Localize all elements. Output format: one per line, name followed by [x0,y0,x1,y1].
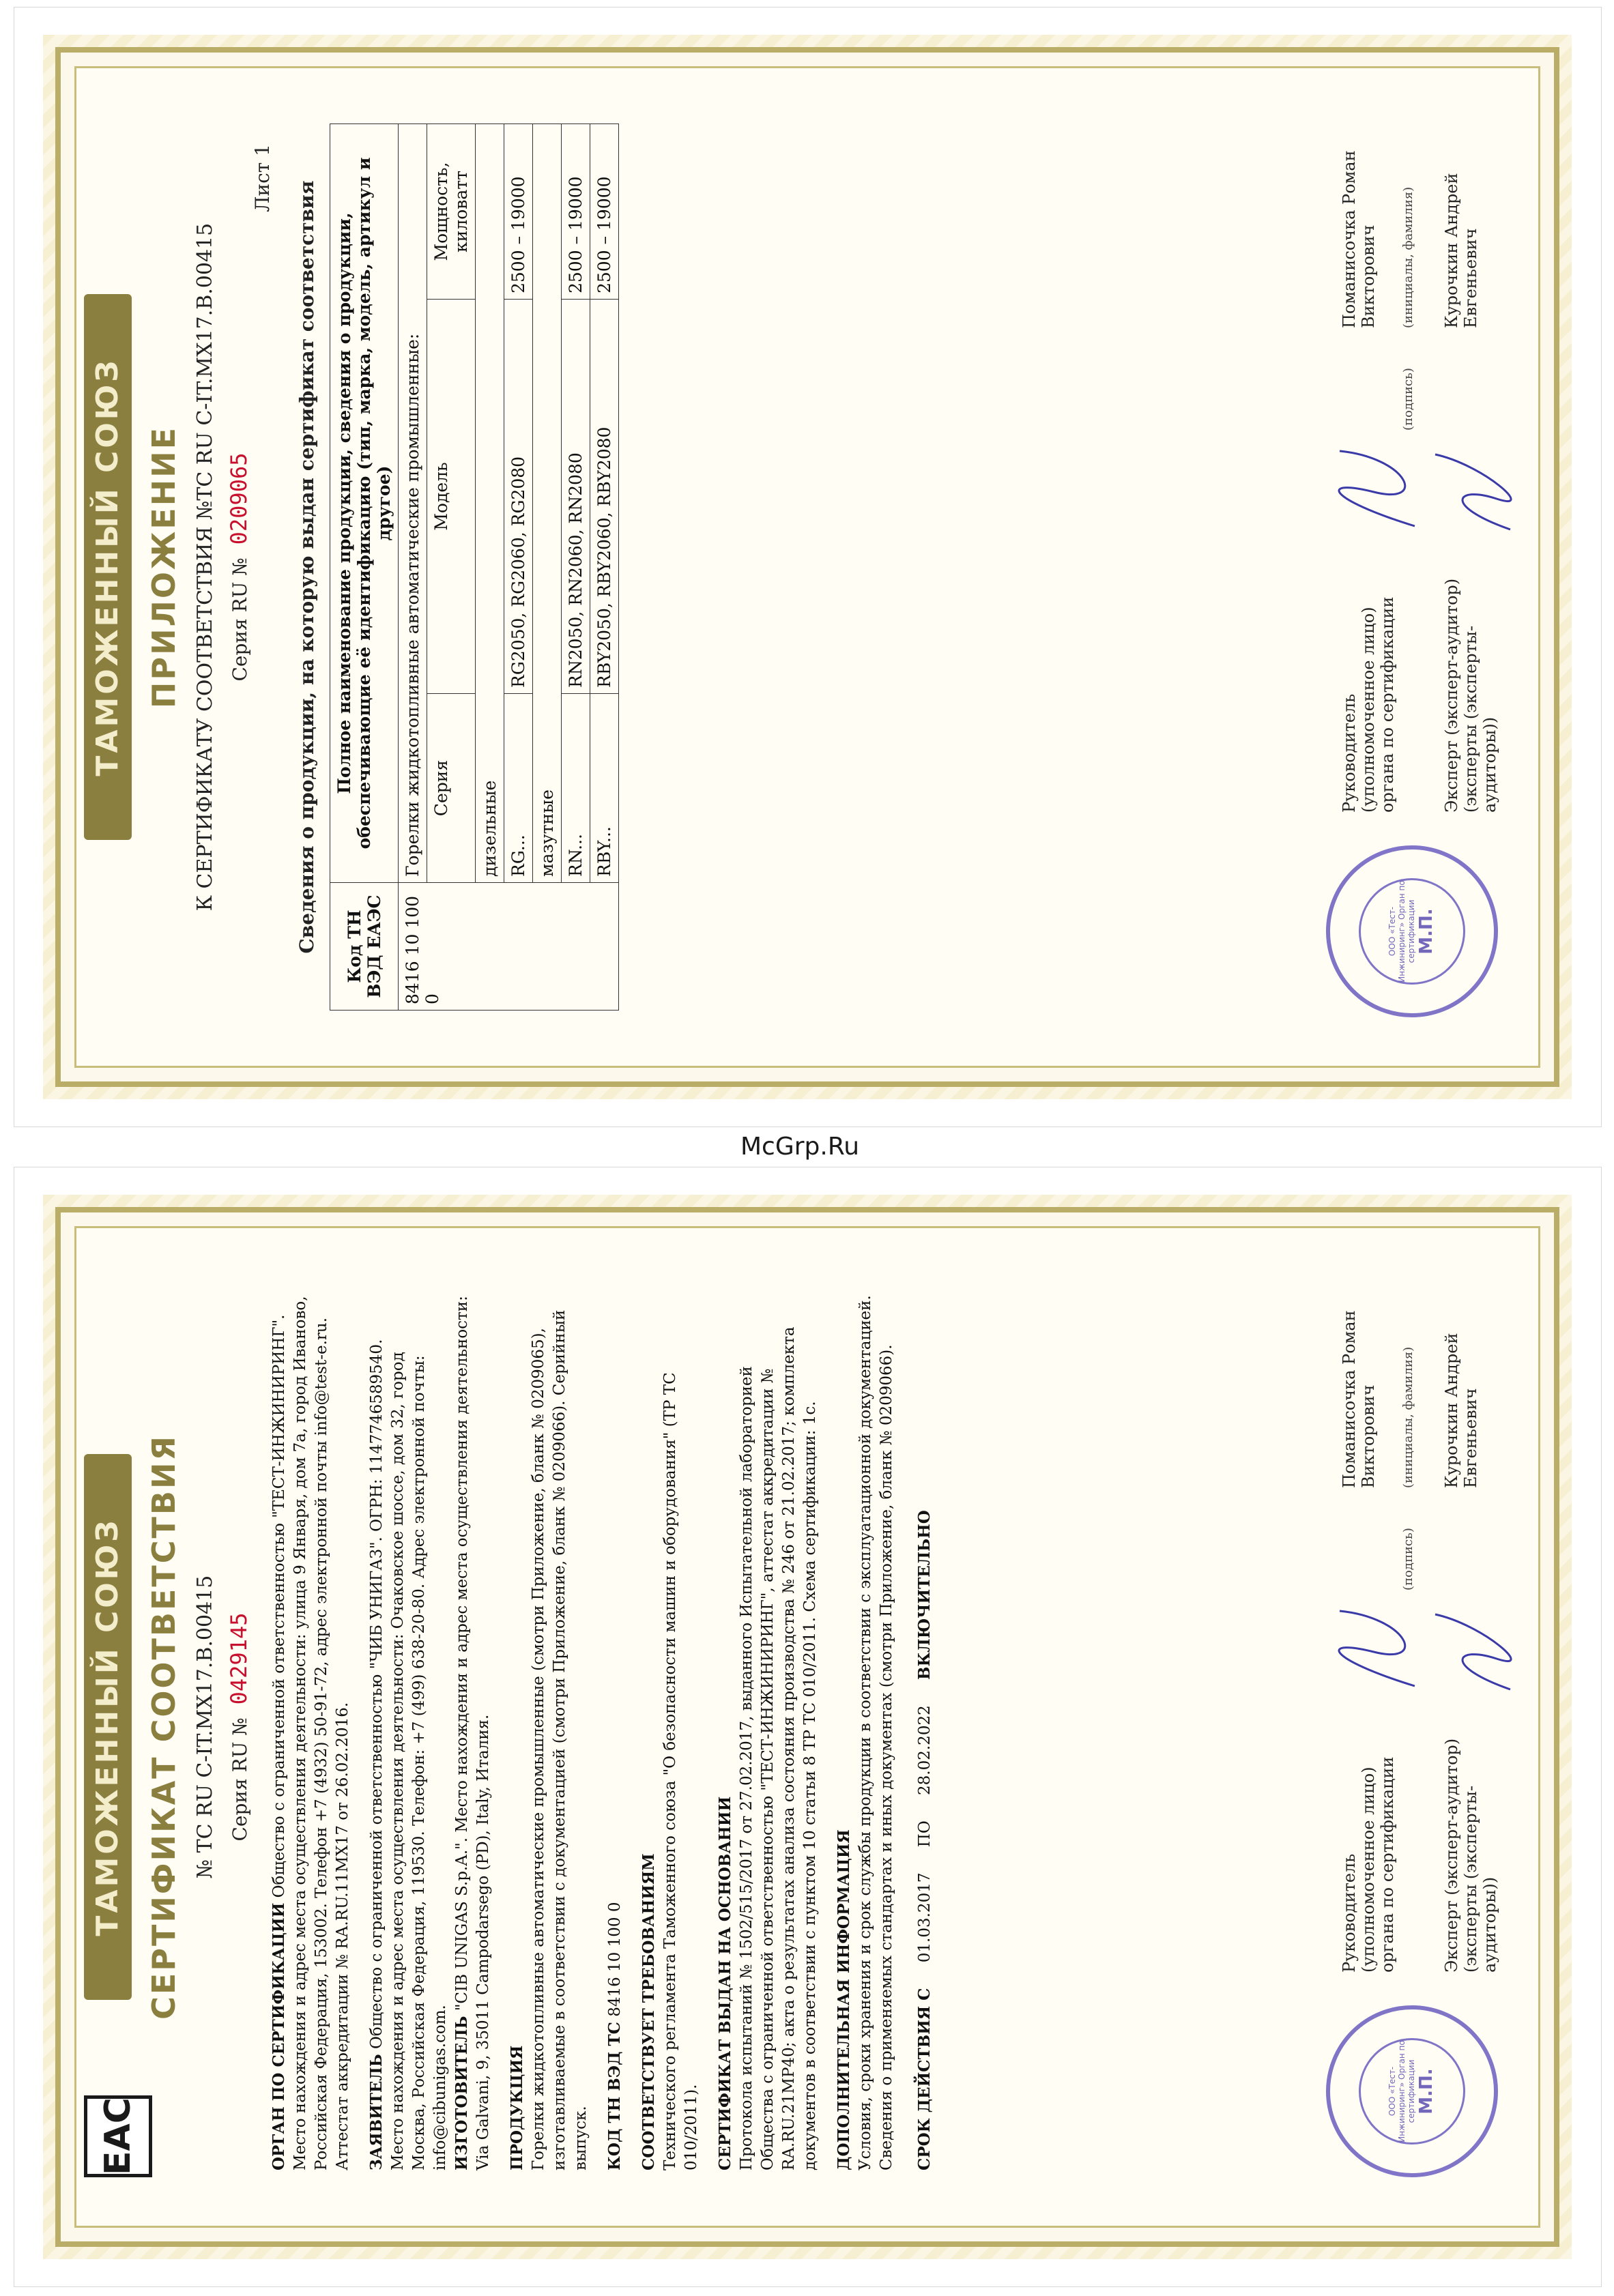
eac-logo: EAC [84,2095,152,2177]
requirements-text: Технического регламента Таможенного союза "О безопасности машин и оборудования" (ТР ТС 010/2011). [661,1372,700,2170]
appendix-section-title: Сведения о продукции, на которую выдан сертификат соответствия [296,180,318,954]
basis-text: Протокола испытаний № 1502/515/2017 от 27.02.2017, выданного Испытательной лабораторией Общества с ограниченной ответственностью "ТЕСТ-ИНЖИНИРИНГ", аттестат аккредитации № RA.RU.21MP40; акта о результатах анализа состояния производства № 246 от 21.02.2017; комплекта документов в соответствии с пунктом 10 статьи 8 ТР ТС 010/2011. Схема сертификации: 1с. [738,1326,819,2170]
basis-section [715,1283,821,2170]
row-series: RN... [562,694,590,883]
product-name-cell: Горелки жидкотопливные автоматические промышленные: [399,124,427,883]
validity-section [914,1283,936,2170]
certificate-title: СЕРТИФИКАТ СООТВЕТСТВИЯ [145,1434,182,2020]
subhead-power: Мощность, киловатт [427,124,476,300]
product-code-cell: 8416 10 100 0 [399,883,619,1011]
row-model: RN2050, RN2060, RN2080 [562,300,590,694]
organ-section [268,1283,354,2170]
appendix-serial [226,35,252,1099]
appendix-banner: ТАМОЖЕННЫЙ СОЮЗ [84,294,132,840]
maker-label: ИЗГОТОВИТЕЛЬ [452,2016,471,2170]
group-fuel-oil: мазутные [533,124,562,883]
appendix-page [14,7,1602,1127]
appendix-blank-number-label: № [229,557,251,576]
appendix-expert-signature [1415,444,1531,540]
validity-label: СРОК ДЕЙСТВИЯ С [915,1988,934,2170]
certificate-expert-signature [1415,1604,1531,1700]
col-code-header: Код ТН ВЭД ЕАЭС [330,883,399,1011]
certificate-expert-name: Курочкин Андрей Евгеньевич [1442,1333,1480,1488]
appendix-sheet: Лист 1 [251,144,274,212]
extra-label: ДОПОЛНИТЕЛЬНАЯ ИНФОРМАЦИЯ [835,1829,853,2170]
subhead-model: Модель [427,300,476,694]
requirements-label: СООТВЕТСТВУЕТ ТРЕБОВАНИЯМ [639,1853,658,2170]
product-section [506,1283,592,2170]
requirements-section [638,1283,702,2170]
code-label: КОД ТН ВЭД ТС [605,2022,624,2170]
col-name-header: Полное наименование продукции, сведения о продукции, обеспечивающие её идентификацию (тип, марка, модель, артикул и другое) [330,124,399,883]
product-text: Горелки жидкотопливные автоматические промышленные (смотри Приложение, бланк № 0209065), изготавливаемые в соответствии с документацией (смотри Приложение, бланк № 0209066). Серийный выпуск. [530,1309,590,2170]
row-model: RBY2050, RBY2060, RBY2080 [590,300,619,694]
subhead-series: Серия [427,694,476,883]
appendix-cert-ref [193,35,217,1099]
certificate-page [14,1167,1602,2287]
appendix-expert-role: Эксперт (эксперт-аудитор) (эксперты (эксперты-аудиторы)) [1442,578,1499,813]
appendix-sign-hint: (подпись) [1401,368,1415,431]
appendix-stamp [1326,845,1498,1017]
organ-text: Общество с ограниченной ответственностью "ТЕСТ-ИНЖИНИРИНГ". Место нахождения и адрес места осуществления деятельности: улица 9 Января, дом 7а, город Иваново, Российская Федерация, 153002. Телефон +7 (4932) 50-91-72, адрес электронной почты info@test-e.ru. Аттестат аккредитации № RA.RU.11MX17 от 26.02.2016. [270,1296,351,2170]
row-series: RG... [504,694,533,883]
certificate-serial [226,1195,252,2259]
validity-to-label: ПО [916,1820,934,1848]
row-model: RG2050, RG2060, RG2080 [504,300,533,694]
certificate-initials-hint: (инициалы, фамилия) [1401,1346,1415,1488]
table-row [504,124,533,1011]
validity-to: 28.02.2022 [916,1705,934,1795]
products-table [330,123,619,1011]
group-diesel: дизельные [476,124,504,883]
appendix-to-cert-label: К СЕРТИФИКАТУ СООТВЕТСТВИЯ №ТС [193,471,217,912]
certificate-blank-number: 0429145 [226,1612,252,1705]
applicant-section [366,1283,451,2170]
extra-section [833,1283,897,2170]
certificate-stamp [1326,2005,1498,2177]
appendix-head-name: Поманисочка Роман Викторович [1340,150,1378,328]
certificate-head-name: Поманисочка Роман Викторович [1340,1310,1378,1488]
maker-text: "CIB UNIGAS S.p.A.". Место нахождения и адрес места осуществления деятельности: Via Galvani, 9, 35011 Campodarsego (PD), Italy, Италия. [453,1296,492,2170]
certificate-stamp-text: ООО «Тест-Инжиниринг» Орган по сертификации [1387,2040,1416,2142]
certificate-expert-role: Эксперт (эксперт-аудитор) (эксперты (эксперты-аудиторы)) [1442,1738,1499,1973]
certificate-number: № ТС RU C-IT.MX17.B.00415 [193,1575,217,1879]
certificate-sign-hint: (подпись) [1401,1528,1415,1590]
certificate-head-signature [1312,1604,1428,1700]
applicant-label: ЗАЯВИТЕЛЬ [367,2054,386,2170]
appendix-initials-hint: (инициалы, фамилия) [1401,186,1415,328]
row-power: 2500 – 19000 [504,124,533,300]
row-power: 2500 – 19000 [562,124,590,300]
applicant-text: Общество с ограниченной ответственностью "ЧИБ УНИГАЗ". ОГРН: 1147746589540. Место нахождения и адрес места осуществления деятельности: Очаковское шоссе, дом 32, город Москва, Российская Федерация, 119530. Телефон: +7 (499) 638-20-80. Адрес электронной почты: info@cibunigas.com. [368,1339,449,2170]
appendix-expert-name: Курочкин Андрей Евгеньевич [1442,173,1480,328]
validity-inclusive: ВКЛЮЧИТЕЛЬНО [915,1510,934,1680]
appendix-document [43,35,1572,1099]
code-value: 8416 10 100 0 [606,1902,624,2017]
appendix-title: ПРИЛОЖЕНИЕ [145,425,182,709]
certificate-head-role: Руководитель (уполномоченное лицо) органа по сертификации [1340,1756,1397,1973]
certificate-mp: М.П. [1416,2068,1437,2115]
row-power: 2500 – 19000 [590,124,619,300]
appendix-series-label: Серия RU [229,581,251,682]
table-row [562,124,590,1011]
appendix-stamp-text: ООО «Тест-Инжиниринг» Орган по сертификации [1387,880,1416,983]
site-label: McGrp.Ru [740,1133,860,1161]
organ-label: ОРГАН ПО СЕРТИФИКАЦИИ [270,1902,288,2170]
validity-from: 01.03.2017 [916,1872,934,1963]
row-series: RBY... [590,694,619,883]
certificate-document [43,1195,1572,2259]
appendix-head-signature [1312,444,1428,540]
extra-text: Условия, сроки хранения и срок службы продукции в соответствии с эксплуатационной документацией. Сведения о применяемых стандартах и иных документах (смотри Приложение, бланк № 0209066). [856,1295,895,2170]
appendix-head-role: Руководитель (уполномоченное лицо) органа по сертификации [1340,596,1397,813]
certificate-blank-number-label: № [229,1717,251,1736]
code-section [604,1283,626,2170]
appendix-blank-number: 0209065 [226,452,252,545]
maker-section [451,1283,494,2170]
appendix-inner-frame [74,66,1540,1068]
table-row [590,124,619,1011]
product-label: ПРОДУКЦИЯ [508,2045,526,2170]
appendix-cert-number: RU C-IT.MX17.B.00415 [193,222,217,465]
appendix-mp: М.П. [1416,908,1437,955]
certificate-series-label: Серия RU [229,1741,251,1842]
certificate-banner: ТАМОЖЕННЫЙ СОЮЗ [84,1454,132,2000]
basis-label: СЕРТИФИКАТ ВЫДАН НА ОСНОВАНИИ [716,1796,734,2170]
certificate-body [268,1283,936,2170]
